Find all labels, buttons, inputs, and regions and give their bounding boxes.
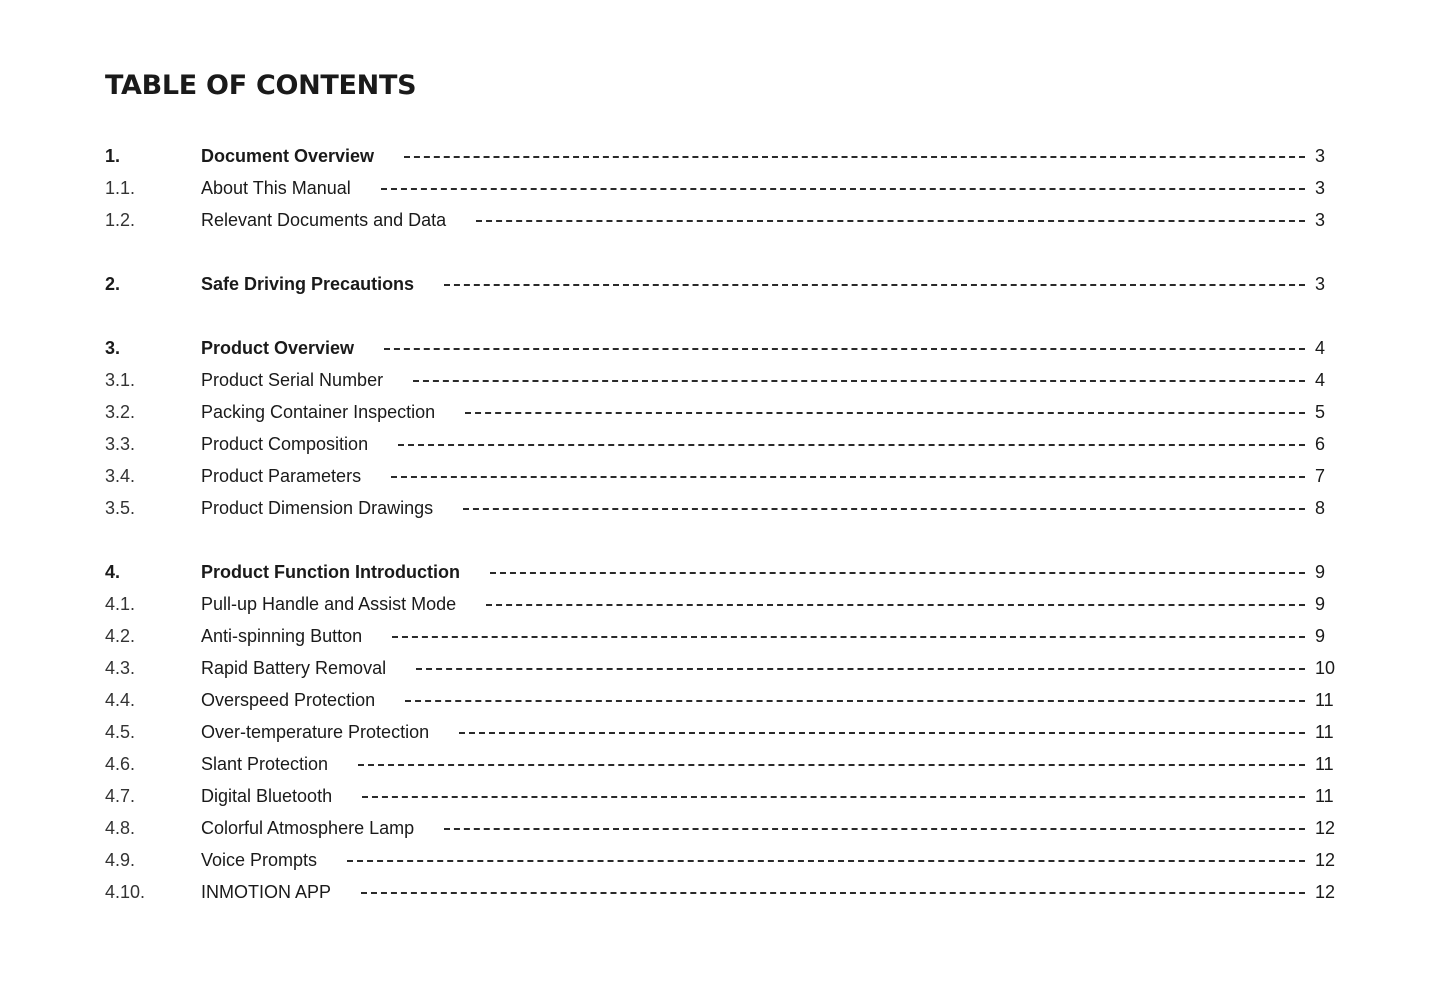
toc-entry-label: Overspeed Protection — [201, 690, 376, 710]
toc-entry-number: 1.1. — [105, 178, 136, 198]
toc-entry-page: 8 — [1315, 498, 1326, 518]
toc-entry-page: 11 — [1315, 690, 1334, 710]
toc-entry-label: Safe Driving Precautions — [201, 274, 415, 294]
toc-entry-page: 6 — [1315, 434, 1326, 454]
dot-leader — [459, 732, 1305, 734]
toc-entry-number: 4.6. — [105, 754, 136, 774]
toc-entry-page: 9 — [1315, 594, 1326, 614]
toc-entry-number: 3.1. — [105, 370, 136, 390]
toc-entry-label: Product Parameters — [201, 466, 362, 486]
toc-entry-number: 4.4. — [105, 690, 136, 710]
table-of-contents — [105, 140, 1335, 908]
toc-subsection-entry[interactable] — [105, 172, 1335, 204]
toc-entry-number: 4.8. — [105, 818, 136, 838]
toc-entry-page: 3 — [1315, 178, 1326, 198]
toc-entry-number: 4.3. — [105, 658, 136, 678]
toc-entry-page: 9 — [1315, 626, 1326, 646]
toc-entry-page: 3 — [1315, 146, 1326, 166]
toc-subsection-entry[interactable] — [105, 684, 1335, 716]
dot-leader — [444, 284, 1305, 286]
toc-entry-label: Rapid Battery Removal — [201, 658, 387, 678]
dot-leader — [444, 828, 1305, 830]
toc-subsection-entry[interactable] — [105, 876, 1335, 908]
toc-section-entry[interactable] — [105, 332, 1335, 364]
dot-leader — [413, 380, 1305, 382]
toc-entry-label: Anti-spinning Button — [201, 626, 363, 646]
dot-leader — [476, 220, 1305, 222]
toc-entry-label: Voice Prompts — [201, 850, 318, 870]
toc-entry-page: 3 — [1315, 274, 1326, 294]
dot-leader — [358, 764, 1305, 766]
toc-subsection-entry[interactable] — [105, 204, 1335, 236]
toc-entry-number: 3.5. — [105, 498, 136, 518]
dot-leader — [404, 156, 1305, 158]
toc-entry-number: 4.5. — [105, 722, 136, 742]
toc-entry-label: Relevant Documents and Data — [201, 210, 447, 230]
dot-leader — [486, 604, 1305, 606]
toc-entry-number: 4.9. — [105, 850, 136, 870]
toc-entry-label: Colorful Atmosphere Lamp — [201, 818, 415, 838]
toc-entry-label: Document Overview — [201, 146, 375, 166]
dot-leader — [361, 892, 1305, 894]
toc-entry-label: Product Dimension Drawings — [201, 498, 434, 518]
toc-entry-page: 4 — [1315, 338, 1326, 358]
toc-entry-label: Slant Protection — [201, 754, 329, 774]
dot-leader — [405, 700, 1305, 702]
dot-leader — [463, 508, 1305, 510]
toc-subsection-entry[interactable] — [105, 588, 1335, 620]
toc-entry-label: Packing Container Inspection — [201, 402, 436, 422]
toc-entry-number: 2. — [105, 274, 121, 294]
toc-entry-number: 3.4. — [105, 466, 136, 486]
toc-subsection-entry[interactable] — [105, 652, 1335, 684]
toc-entry-label: Product Composition — [201, 434, 369, 454]
dot-leader — [347, 860, 1305, 862]
page-title: TABLE OF CONTENTS — [105, 70, 417, 101]
toc-entry-number: 3.3. — [105, 434, 136, 454]
dot-leader — [362, 796, 1305, 798]
toc-entry-label: Product Function Introduction — [201, 562, 460, 582]
dot-leader — [398, 444, 1305, 446]
toc-entry-page: 4 — [1315, 370, 1326, 390]
toc-subsection-entry[interactable] — [105, 364, 1335, 396]
toc-entry-number: 1.2. — [105, 210, 136, 230]
dot-leader — [490, 572, 1305, 574]
toc-entry-number: 4.1. — [105, 594, 136, 614]
toc-subsection-entry[interactable] — [105, 844, 1335, 876]
toc-entry-number: 4.10. — [105, 882, 146, 902]
toc-entry-page: 11 — [1315, 722, 1334, 742]
toc-entry-page: 12 — [1315, 818, 1336, 838]
toc-entry-page: 11 — [1315, 786, 1334, 806]
toc-entry-number: 3. — [105, 338, 121, 358]
dot-leader — [392, 636, 1305, 638]
dot-leader — [465, 412, 1305, 414]
toc-entry-number: 4. — [105, 562, 121, 582]
toc-subsection-entry[interactable] — [105, 460, 1335, 492]
toc-subsection-entry[interactable] — [105, 812, 1335, 844]
toc-entry-page: 7 — [1315, 466, 1326, 486]
dot-leader — [416, 668, 1305, 670]
toc-entry-label: Pull-up Handle and Assist Mode — [201, 594, 457, 614]
toc-entry-number: 4.7. — [105, 786, 136, 806]
toc-entry-label: INMOTION APP — [201, 882, 332, 902]
toc-entry-page: 11 — [1315, 754, 1334, 774]
toc-section-entry[interactable] — [105, 268, 1335, 300]
toc-subsection-entry[interactable] — [105, 748, 1335, 780]
dot-leader — [384, 348, 1305, 350]
dot-leader — [381, 188, 1305, 190]
toc-subsection-entry[interactable] — [105, 620, 1335, 652]
toc-entry-number: 3.2. — [105, 402, 136, 422]
toc-subsection-entry[interactable] — [105, 428, 1335, 460]
toc-entry-page: 12 — [1315, 882, 1336, 902]
toc-section-entry[interactable] — [105, 556, 1335, 588]
toc-entry-page: 10 — [1315, 658, 1336, 678]
toc-entry-page: 9 — [1315, 562, 1326, 582]
toc-subsection-entry[interactable] — [105, 396, 1335, 428]
toc-entry-label: Over-temperature Protection — [201, 722, 430, 742]
toc-entry-number: 4.2. — [105, 626, 136, 646]
toc-subsection-entry[interactable] — [105, 716, 1335, 748]
toc-entry-label: Product Overview — [201, 338, 355, 358]
toc-entry-page: 12 — [1315, 850, 1336, 870]
dot-leader — [391, 476, 1305, 478]
toc-entry-page: 5 — [1315, 402, 1326, 422]
toc-entry-label: About This Manual — [201, 178, 351, 198]
toc-section-entry[interactable] — [105, 140, 1335, 172]
toc-subsection-entry[interactable] — [105, 492, 1335, 524]
toc-entry-label: Product Serial Number — [201, 370, 384, 390]
toc-entry-number: 1. — [105, 146, 121, 166]
toc-subsection-entry[interactable] — [105, 780, 1335, 812]
toc-entry-label: Digital Bluetooth — [201, 786, 333, 806]
toc-entry-page: 3 — [1315, 210, 1326, 230]
